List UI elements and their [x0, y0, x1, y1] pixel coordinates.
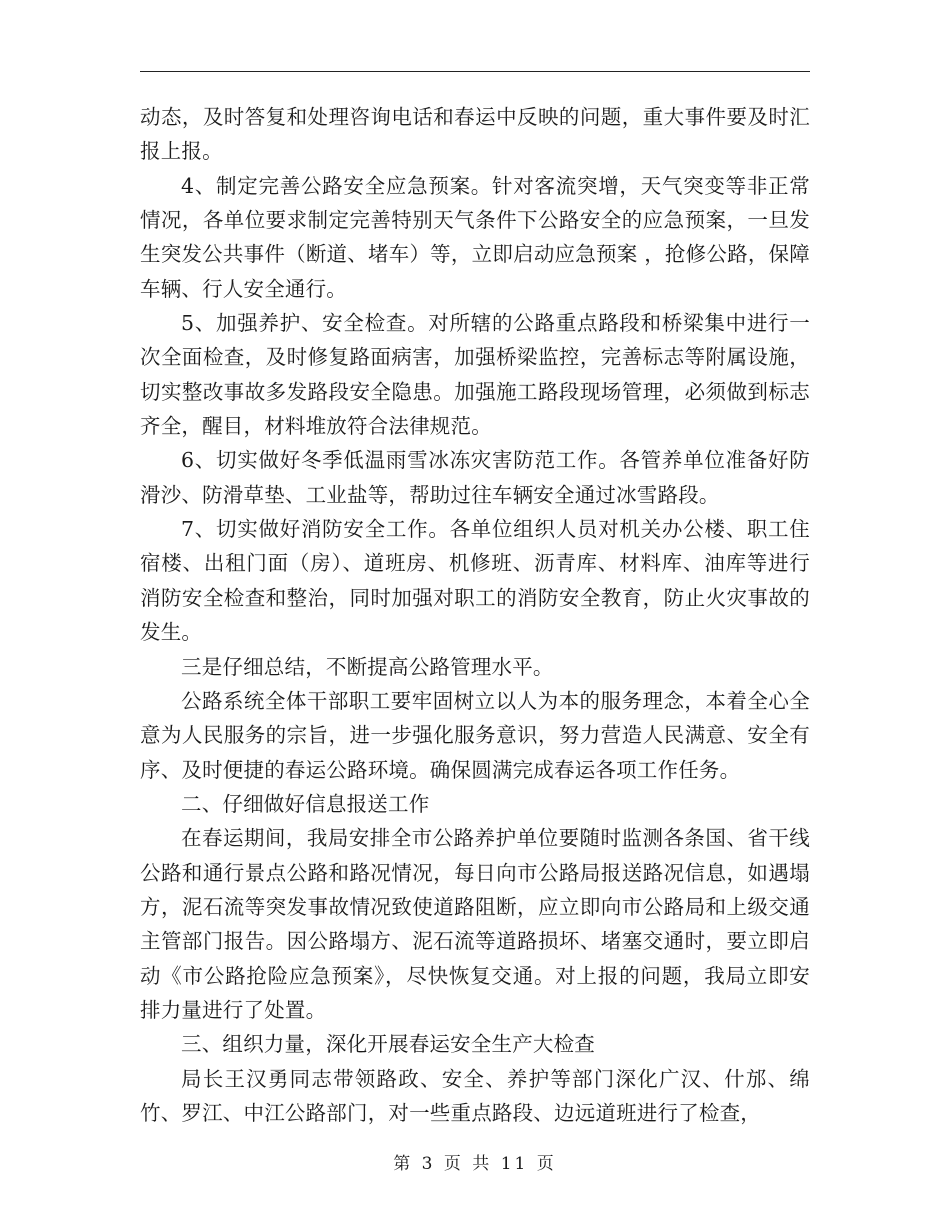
section-heading-3: 三、组织力量，深化开展春运安全生产大检查	[181, 1032, 595, 1057]
paragraph-service-concept: 公路系统全体干部职工要牢固树立以人为本的服务理念，本着全心全意为人民服务的宗旨，进一步强化服务意识，努力营造人民满意、安全有序、及时便捷的春运公路环境。确保圆满完成春运各项工作任务。	[140, 688, 810, 782]
paragraph-item-7: 7、切实做好消防安全工作。各单位组织人员对机关办公楼、职工住宿楼、出租门面（房）、道班房、机修班、沥青库、材料库、油库等进行消防安全检查和整治，同时加强对职工的消防安全教育，防止火灾事故的发生。	[140, 517, 810, 645]
body-text	[140, 100, 810, 1130]
paragraph-item-4: 4、制定完善公路安全应急预案。针对客流突增，天气突变等非正常情况，各单位要求制定完善特别天气条件下公路安全的应急预案，一旦发生突发公共事件（断道、堵车）等，立即启动应急预案 ，抢修公路，保障车辆、行人安全通行。	[140, 173, 810, 301]
paragraph-continuation: 动态，及时答复和处理咨询电话和春运中反映的问题，重大事件要及时汇报上报。	[140, 105, 810, 164]
paragraph-inspection: 局长王汉勇同志带领路政、安全、养护等部门深化广汉、什邡、绵竹、罗江、中江公路部门，对一些重点路段、边远道班进行了检查，	[140, 1066, 810, 1125]
paragraph-item-6: 6、切实做好冬季低温雨雪冰冻灾害防范工作。各管养单位准备好防滑沙、防滑草垫、工业盐等，帮助过往车辆安全通过冰雪路段。	[140, 448, 810, 507]
paragraph-item-5: 5、加强养护、安全检查。对所辖的公路重点路段和桥梁集中进行一次全面检查，及时修复路面病害，加强桥梁监控，完善标志等附属设施，切实整改事故多发路段安全隐患。加强施工路段现场管理，必须做到标志齐全，醒目，材料堆放符合法律规范。	[140, 311, 810, 439]
paragraph-section-three-summary: 三是仔细总结，不断提高公路管理水平。	[181, 654, 554, 679]
section-heading-2: 二、仔细做好信息报送工作	[181, 791, 430, 816]
paragraph-info-reporting: 在春运期间，我局安排全市公路养护单位要随时监测各条国、省干线公路和通行景点公路和路况情况，每日向市公路局报送路况信息，如遇塌方，泥石流等突发事故情况致使道路阻断，应立即向市公路局和上级交通主管部门报告。因公路塌方、泥石流等道路损坏、堵塞交通时，要立即启动《市公路抢险应急预案》，尽快恢复交通。对上报的问题，我局立即安排力量进行了处置。	[140, 826, 810, 1022]
page-footer: 第 3 页 共 11 页	[393, 1154, 557, 1174]
header-rule	[140, 71, 810, 72]
